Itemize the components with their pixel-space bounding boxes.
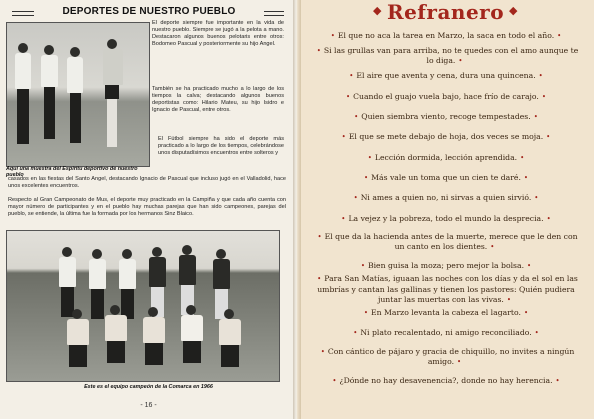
text-column: También se ha practicado mucho a lo largo de los tiempos la calva; destacando algunos buenos deportistas como: Hilario Mateu, su hijo Isidro e Ignacio de Pascual, entre otros. — [152, 86, 284, 113]
saying-item — [312, 26, 580, 46]
saying-item — [312, 188, 580, 208]
saying-text: • Lección dormida, lección aprendida. • — [365, 153, 528, 164]
text-paragraph: Respecto al Gran Campeonato de Mus, el deporte muy practicado en la Campiña y que cada año cuenta con mayor número de participantes y en el pueblo hay muchas parejas que han sido campeones, parejas del pueblo, se entiende, la última fue la formada por los hermanos Sinz Blaico. — [8, 197, 286, 217]
diamond-ornament-icon: ◆ — [372, 4, 382, 17]
saying-text: • Ni ames a quien no, ni sirvas a quien sirvió. • — [351, 193, 542, 204]
saying-text: • El que da la hacienda antes de la muerte, merece que le den con un canto en los dientes. • — [312, 232, 580, 253]
saying-text: • El que se mete debajo de hoja, dos veces se moja. • — [339, 132, 554, 143]
saying-item — [312, 371, 580, 391]
saying-item — [312, 229, 580, 256]
saying-item — [312, 127, 580, 147]
saying-item — [312, 46, 580, 66]
saying-item — [312, 256, 580, 276]
title-text: Refranero — [386, 0, 505, 24]
saying-item — [312, 276, 580, 303]
refranero-title — [297, 0, 594, 24]
photo-caption-large: Este es el equipo campeón de la Comarca en 1966 — [84, 384, 213, 390]
photo-caption-small: Aquí una muestra del Espíritu deportivo de nuestro pueblo — [6, 166, 138, 178]
section-title: DEPORTES DE NUESTRO PUEBLO — [62, 6, 236, 17]
saying-item — [312, 324, 580, 344]
saying-text: • Con cántico de pájaro y gracia de chiquillo, no invites a ningún amigo. • — [312, 347, 580, 368]
saying-text: • En Marzo levanta la cabeza el lagarto. • — [361, 308, 531, 319]
saying-item — [312, 344, 580, 371]
saying-item — [312, 87, 580, 107]
saying-text: • El aire que aventa y cena, dura una quincena. • — [346, 71, 546, 82]
saying-item — [312, 168, 580, 188]
diamond-ornament-icon: ◆ — [509, 4, 519, 17]
saying-text: • Quien siembra viento, recoge tempestades. • — [351, 112, 541, 123]
saying-item — [312, 67, 580, 87]
text-paragraph: casados en las fiestas del Santo Angel, destacando Ignacio de Pascual que incluso jugó en el Valladolid, hace unos excelentes encuentros. — [8, 176, 286, 189]
saying-text: • Más vale un toma que un cien te daré. • — [361, 173, 531, 184]
book-gutter — [293, 0, 301, 419]
text-column: El Fútbol siempre ha sido el deporte más practicado a lo largo de los tiempos, celebrándose unos disputadísimos encuentros entre solteros y — [158, 136, 284, 156]
saying-text: • La vejez y la pobreza, todo el mundo la desprecia. • — [338, 214, 553, 225]
saying-item — [312, 148, 580, 168]
header-rule-right — [264, 11, 284, 16]
page-number: - 16 - — [140, 402, 157, 409]
team-photo-small — [6, 22, 150, 167]
team-photo-large — [6, 230, 280, 382]
saying-text: • Bien guisa la moza; pero mejor la bolsa. • — [358, 261, 534, 272]
saying-text: • Ni plato recalentado, ni amigo reconciliado. • — [350, 328, 542, 339]
header-rule-left — [12, 11, 34, 16]
saying-text: • Si las grullas van para arriba, no te quedes con el amo aunque te lo diga. • — [312, 46, 580, 67]
saying-text: • El que no aca la tarea en Marzo, la saca en todo el año. • — [328, 31, 565, 42]
saying-item — [312, 209, 580, 229]
sayings-list — [312, 26, 580, 391]
saying-text: • Cuando el guajo vuela bajo, hace frío de carajo. • — [343, 92, 549, 103]
saying-item — [312, 107, 580, 127]
saying-item — [312, 303, 580, 323]
section-header — [12, 6, 284, 18]
saying-text: • ¿Dónde no hay desavenencia?, donde no hay herencia. • — [329, 376, 562, 387]
saying-text: • Para San Matías, iguaan las noches con los días y da el sol en las umbrías y cantan las gallinas y tienen los pastores: Quién pudiera juntar las muertas con las vivas. • — [312, 274, 580, 305]
text-column: El deporte siempre fue importante en la vida de nuestro pueblo. Siempre se jugó a la pelota a mano. Destacaron algunos buenos pelotaris entre otros: Bodomeo Pascual y posteriormente su hijo Angel. — [152, 20, 284, 47]
